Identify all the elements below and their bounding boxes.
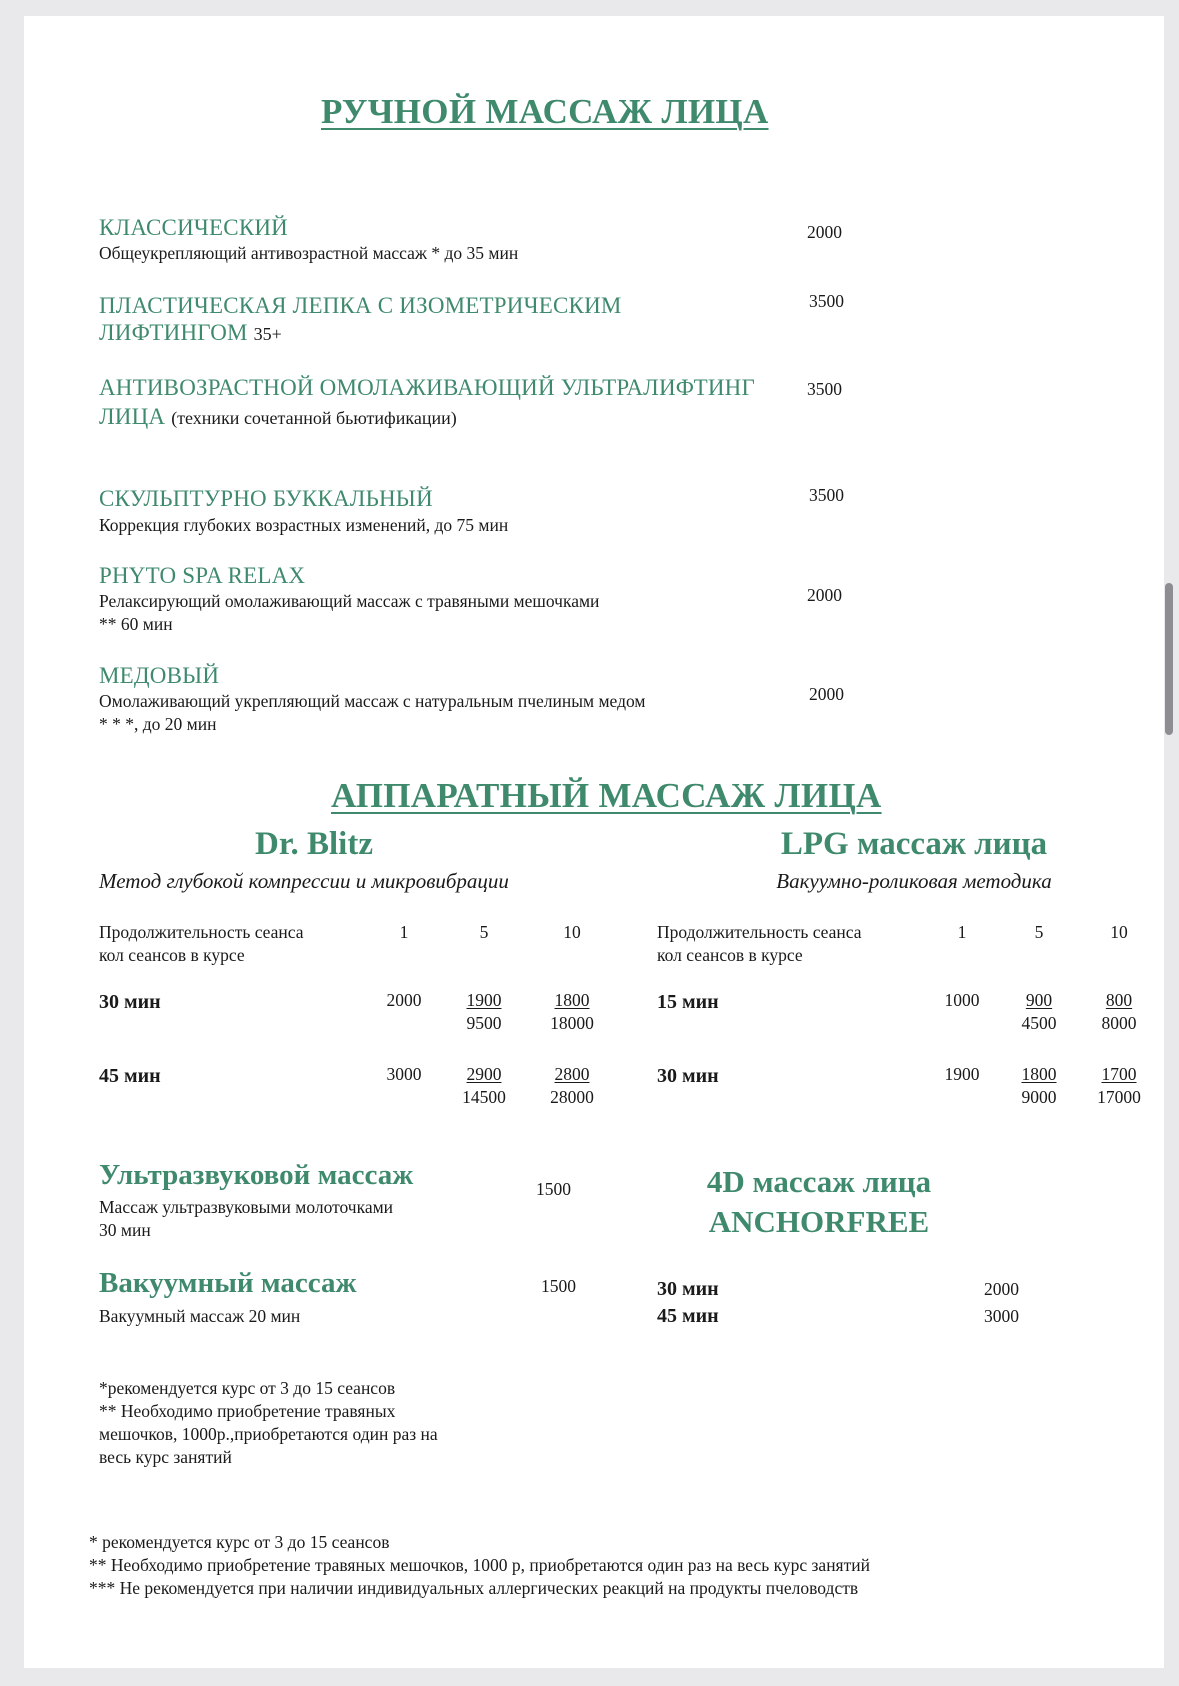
service-name-plastic-line2 [99, 320, 282, 346]
lpg-row-duration: 15 мин [657, 991, 719, 1013]
ultrasound-desc-line2: 30 мин [99, 1220, 151, 1240]
lpg-price-course-5: 9000 [1021, 1087, 1057, 1107]
blitz-price-single: 3000 [386, 1064, 422, 1084]
service-price-phyto: 2000 [807, 585, 842, 605]
service-name-antiage-line1: АНТИВОЗРАСТНОЙ ОМОЛАЖИВАЮЩИЙ УЛЬТРАЛИФТИНГ [99, 375, 755, 400]
service-desc-phyto-line2: ** 60 мин [99, 614, 173, 634]
blitz-col-5: 5 [479, 922, 489, 942]
vertical-scrollbar[interactable] [1165, 583, 1173, 735]
note-line: *рекомендуется курс от 3 до 15 сеансов [99, 1378, 396, 1398]
lpg-row-duration: 30 мин [657, 1065, 719, 1087]
blitz-col-10: 10 [563, 922, 581, 942]
service-price-antiage: 3500 [807, 379, 842, 399]
ultrasound-desc-line1: Массаж ультразвуковыми молоточками [99, 1197, 394, 1217]
service-price-plastic: 3500 [809, 291, 844, 311]
service-desc-honey-line1: Омолаживающий укрепляющий массаж с натуральным пчелиным медом [99, 691, 646, 711]
ultrasound-title: Ультразвуковой массаж [99, 1159, 414, 1191]
service-name-buccal: СКУЛЬПТУРНО БУККАЛЬНЫЙ [99, 486, 433, 511]
footnote-line: ** Необходимо приобретение травяных мешочков, 1000 р, приобретаются один раз на весь курс занятий [89, 1555, 870, 1575]
lpg-price-course-5: 4500 [1021, 1013, 1057, 1033]
vacuum-title: Вакуумный массаж [99, 1267, 357, 1299]
blitz-col-1: 1 [399, 922, 409, 942]
lpg-col-10: 10 [1110, 922, 1128, 942]
lpg-header-duration: Продолжительность сеанса [657, 922, 862, 942]
vacuum-price: 1500 [541, 1276, 576, 1296]
lpg-price-single: 1000 [944, 990, 980, 1010]
lpg-title: LPG массаж лица [780, 826, 1048, 862]
lpg-price-per-session-10: 1700 [1101, 1064, 1137, 1084]
service-name-antiage-line2 [99, 404, 457, 430]
blitz-title: Dr. Blitz [255, 826, 373, 862]
hardware-massage-title: АППАРАТНЫЙ МАССАЖ ЛИЦА [331, 776, 882, 815]
anchorfree-row-duration: 45 мин [657, 1305, 719, 1327]
lpg-col-5: 5 [1034, 922, 1044, 942]
service-desc-honey-line2: * * *, до 20 мин [99, 714, 217, 734]
lpg-price-per-session-5: 900 [1025, 990, 1053, 1010]
blitz-header-count: кол сеансов в курсе [99, 945, 245, 965]
service-name-phyto: PHYTO SPA RELAX [99, 563, 306, 588]
blitz-price-course-10: 28000 [550, 1087, 594, 1107]
lpg-price-course-10: 17000 [1097, 1087, 1141, 1107]
note-line: весь курс занятий [99, 1447, 232, 1467]
lpg-price-per-session-10: 800 [1105, 990, 1133, 1010]
service-desc-classic: Общеукрепляющий антивозрастной массаж * до 35 мин [99, 243, 519, 263]
service-name-honey: МЕДОВЫЙ [99, 663, 220, 688]
anchorfree-row-duration: 30 мин [657, 1278, 719, 1300]
lpg-price-per-session-5: 1800 [1021, 1064, 1057, 1084]
lpg-header-count: кол сеансов в курсе [657, 945, 803, 965]
service-name-classic: КЛАССИЧЕСКИЙ [99, 215, 288, 240]
blitz-row-duration: 30 мин [99, 991, 161, 1013]
blitz-price-per-session-5: 2900 [466, 1064, 502, 1084]
lpg-price-single: 1900 [944, 1064, 980, 1084]
blitz-price-course-5: 14500 [462, 1087, 506, 1107]
service-age-suffix: 35+ [253, 324, 282, 344]
anchorfree-title-line2: ANCHORFREE [708, 1204, 930, 1239]
footnote-line: * рекомендуется курс от 3 до 15 сеансов [89, 1532, 390, 1552]
vacuum-desc: Вакуумный массаж 20 мин [99, 1306, 301, 1326]
service-name-plastic-word: ЛИФТИНГОМ [99, 320, 248, 345]
blitz-price-course-10: 18000 [550, 1013, 594, 1033]
blitz-header-duration: Продолжительность сеанса [99, 922, 304, 942]
manual-massage-title: РУЧНОЙ МАССАЖ ЛИЦА [321, 92, 769, 131]
service-name-antiage-word: ЛИЦА [99, 404, 166, 429]
service-desc-buccal: Коррекция глубоких возрастных изменений, до 75 мин [99, 515, 509, 535]
service-name-plastic-line1: ПЛАСТИЧЕСКАЯ ЛЕПКА С ИЗОМЕТРИЧЕСКИМ [99, 293, 622, 318]
note-line: ** Необходимо приобретение травяных [99, 1401, 396, 1421]
blitz-price-per-session-10: 2800 [554, 1064, 590, 1084]
anchorfree-title-line1: 4D массаж лица [706, 1164, 932, 1199]
price-list-page [24, 16, 1164, 1668]
note-line: мешочков, 1000р.,приобретаются один раз на [99, 1424, 438, 1444]
lpg-subtitle: Вакуумно-роликовая методика [776, 869, 1052, 893]
lpg-price-course-10: 8000 [1101, 1013, 1137, 1033]
blitz-row-duration: 45 мин [99, 1065, 161, 1087]
anchorfree-row-price: 3000 [984, 1306, 1019, 1326]
lpg-col-1: 1 [957, 922, 967, 942]
service-price-buccal: 3500 [809, 485, 844, 505]
service-desc-phyto-line1: Релаксирующий омолаживающий массаж с травяными мешочками [99, 591, 600, 611]
blitz-price-per-session-10: 1800 [554, 990, 590, 1010]
blitz-price-per-session-5: 1900 [466, 990, 502, 1010]
blitz-price-course-5: 9500 [466, 1013, 502, 1033]
service-price-honey: 2000 [809, 684, 844, 704]
blitz-price-single: 2000 [386, 990, 422, 1010]
blitz-subtitle: Метод глубокой компрессии и микровибрации [99, 869, 509, 893]
footnote-line: *** Не рекомендуется при наличии индивидуальных аллергических реакций на продукты пчеловодств [89, 1578, 859, 1598]
anchorfree-row-price: 2000 [984, 1279, 1019, 1299]
service-price-classic: 2000 [807, 222, 842, 242]
service-technique-note: (техники сочетанной бьютификации) [171, 408, 457, 428]
ultrasound-price: 1500 [536, 1179, 571, 1199]
